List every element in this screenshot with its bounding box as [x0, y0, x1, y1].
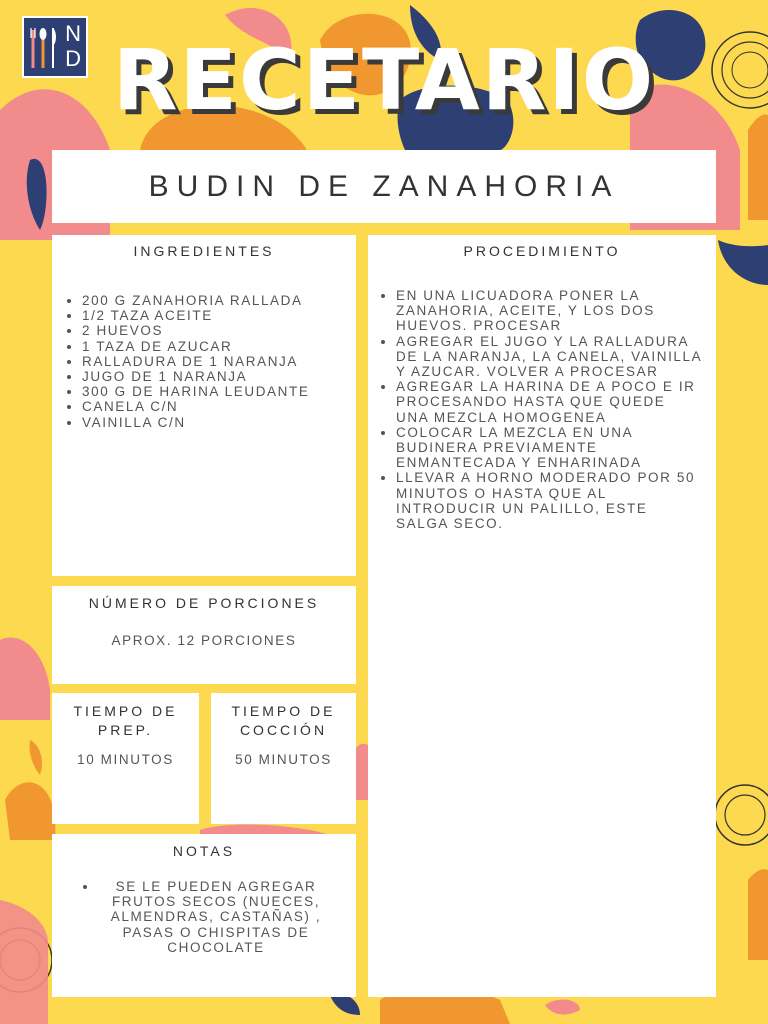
list-item: • SE LE PUEDEN AGREGAR FRUTOS SECOS (NUECES, ALMENDRAS, CASTAÑAS) , PASAS O CHISPITAS DE CHOCOLATE — [98, 879, 334, 955]
ingredients-card — [52, 235, 356, 576]
pink-pear-shape — [0, 637, 50, 720]
ingredients-list — [52, 293, 356, 430]
pink-pear-shape — [0, 900, 48, 1024]
orange-fruit-shape — [748, 114, 768, 220]
orange-leaf-shape — [29, 740, 41, 775]
orange-fruit-shape — [748, 869, 768, 960]
cook-time-heading — [211, 702, 356, 740]
notes-list — [52, 879, 356, 955]
notes-card — [52, 834, 356, 997]
list-item: • EN UNA LICUADORA PONER LA ZANAHORIA, ACEITE, Y LOS DOS HUEVOS. PROCESAR — [396, 288, 702, 334]
procedure-card — [368, 235, 716, 997]
list-item: • AGREGAR EL JUGO Y LA RALLADURA DE LA NARANJA, LA CANELA, VAINILLA Y AZUCAR. VOLVER A PROCESAR — [396, 334, 702, 380]
ingredients-heading: INGREDIENTES — [133, 243, 275, 259]
list-item: • AGREGAR LA HARINA DE A POCO E IR PROCESANDO HASTA QUE QUEDE UNA MEZCLA HOMOGENEA — [396, 379, 702, 425]
list-item: • VAINILLA C/N — [82, 415, 356, 430]
servings-card — [52, 586, 356, 684]
heading-line: TIEMPO DE — [73, 703, 178, 719]
pink-pear-shape — [355, 744, 368, 800]
notes-heading: NOTAS — [172, 843, 236, 859]
list-item: • 2 HUEVOS — [82, 323, 356, 338]
logo-letter: N — [65, 21, 82, 46]
prep-time-value: 10 MINUTOS — [77, 752, 174, 767]
list-item: • 300 G DE HARINA LEUDANTE — [82, 384, 356, 399]
page-title: RECETARIO — [112, 31, 656, 129]
orange-fruit-shape — [5, 782, 55, 840]
heading-line: COCCIÓN — [239, 722, 328, 738]
prep-time-card — [52, 693, 199, 824]
recipe-name-card — [52, 150, 716, 223]
heading-line: TIEMPO DE — [231, 703, 336, 719]
list-item: • 1 TAZA DE AZUCAR — [82, 339, 356, 354]
list-item: • COLOCAR LA MEZCLA EN UNA BUDINERA PREVIAMENTE ENMANTECADA Y ENHARINADA — [396, 425, 702, 471]
prep-time-heading — [52, 702, 199, 740]
list-item: • 200 G ZANAHORIA RALLADA — [82, 293, 356, 308]
cook-time-card — [211, 693, 356, 824]
heading-line: PREP. — [97, 722, 154, 738]
recipe-name: BUDIN DE ZANAHORIA — [148, 170, 620, 203]
list-item: • 1/2 TAZA ACEITE — [82, 308, 356, 323]
list-item: • CANELA C/N — [82, 399, 356, 414]
line-art-circle — [715, 785, 768, 845]
cook-time-value: 50 MINUTOS — [235, 752, 332, 767]
list-item: • JUGO DE 1 NARANJA — [82, 369, 356, 384]
line-art-circle — [725, 795, 765, 835]
servings-value: APROX. 12 PORCIONES — [111, 633, 297, 648]
logo-letter: D — [65, 46, 82, 71]
procedure-heading: PROCEDIMIENTO — [463, 243, 621, 259]
pink-leaf-shape — [545, 1000, 580, 1015]
list-item: • LLEVAR A HORNO MODERADO POR 50 MINUTOS O HASTA QUE AL INTRODUCIR UN PALILLO, ESTE SALGA SECO. — [396, 470, 702, 531]
servings-heading: NÚMERO DE PORCIONES — [88, 595, 320, 611]
list-item: • RALLADURA DE 1 NARANJA — [82, 354, 356, 369]
procedure-list — [368, 288, 716, 531]
navy-leaf-shape — [718, 240, 768, 285]
